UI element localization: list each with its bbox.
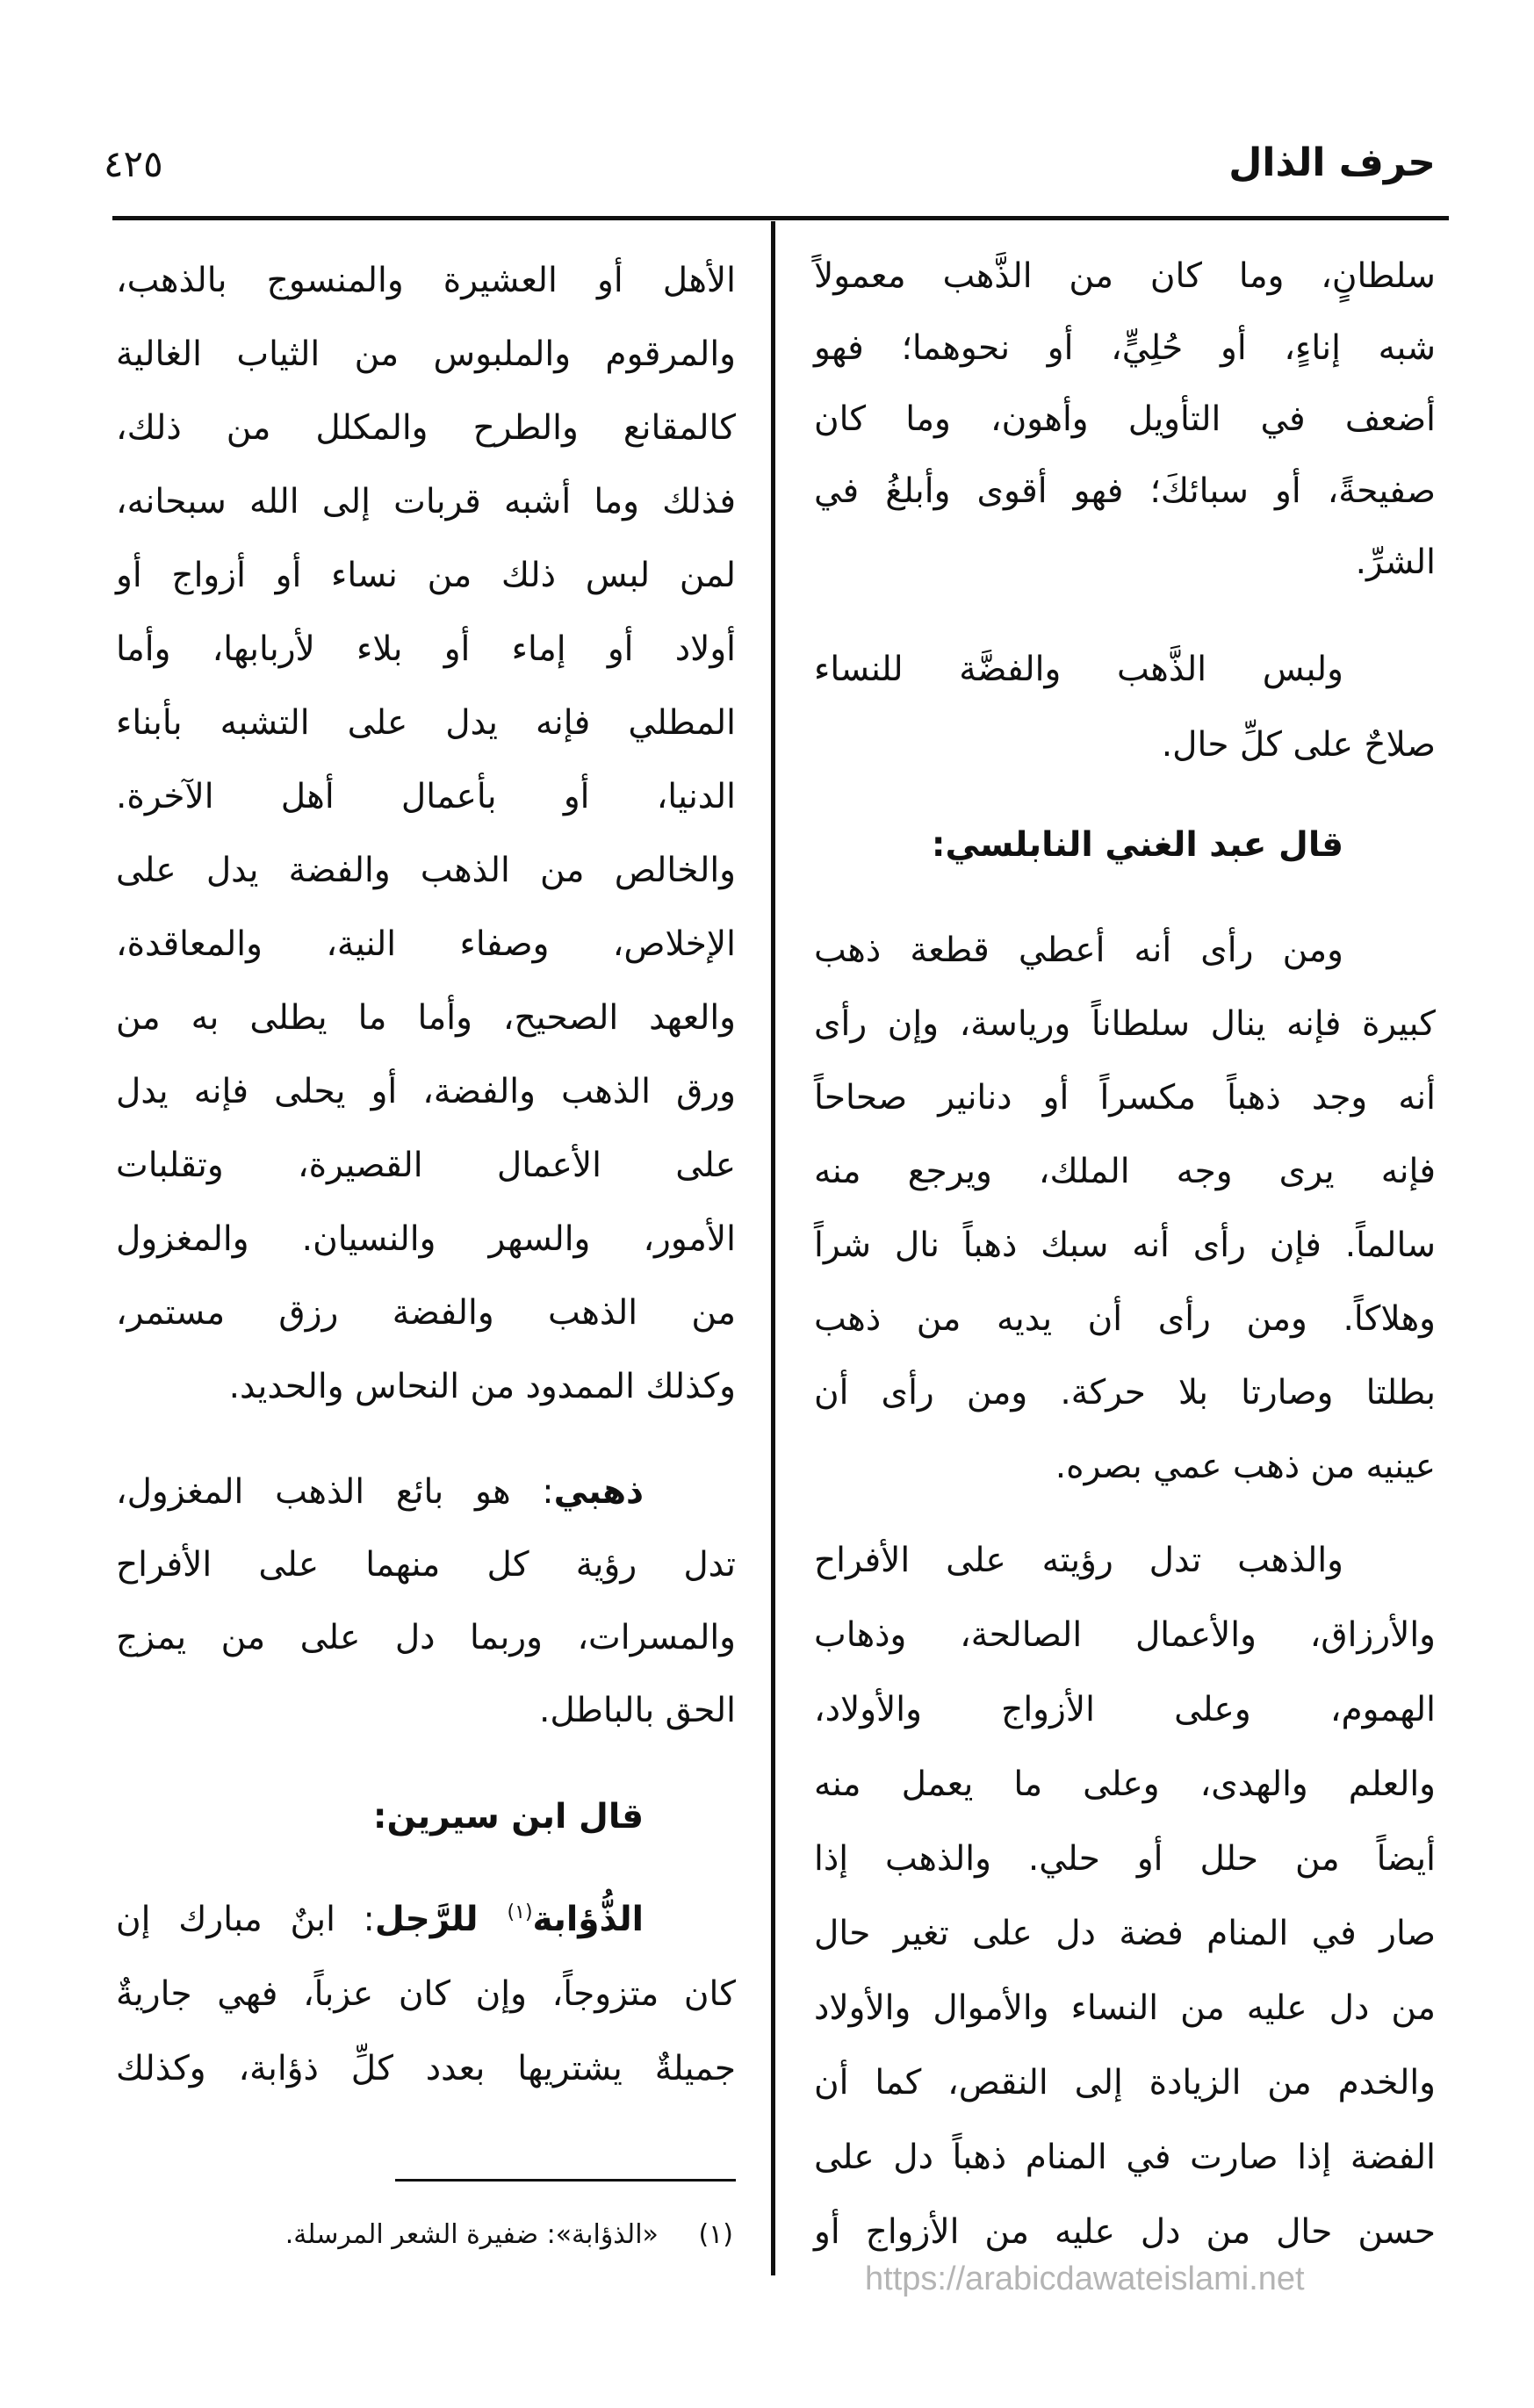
footnote-number: (١)	[698, 2219, 733, 2250]
text-line: أولاد أو إماء أو بلاء لأربابها، وأما	[116, 629, 736, 669]
text-line: صلاحٌ على كلِّ حال.	[1161, 725, 1436, 765]
text-line: صار في المنام فضة دل على تغير حال	[814, 1914, 1436, 1953]
text-line: من الذهب والفضة رزق مستمر،	[116, 1293, 736, 1333]
text-line: الأمور، والسهر والنسيان. والمغزول	[116, 1219, 736, 1259]
text-line: وهلاكاً. ومن رأى أن يديه من ذهب	[814, 1299, 1436, 1339]
text-line: كبيرة فإنه ينال سلطاناً ورياسة، وإن رأى	[814, 1004, 1436, 1044]
text-line: الفضة إذا صارت في المنام ذهباً دل على	[814, 2138, 1436, 2177]
text-line: أنه وجد ذهباً مكسراً أو دنانير صحاحاً	[814, 1078, 1436, 1118]
text-line: سلطانٍ، وما كان من الذَّهب معمولاً	[814, 256, 1436, 296]
text-line: ومن رأى أنه أعطي قطعة ذهب	[814, 931, 1343, 970]
text-line: والعلم والهدى، وعلى ما يعمل منه	[814, 1765, 1436, 1804]
entry-text: : ابنٌ مبارك إن	[116, 1900, 375, 1939]
text-line: الهموم، وعلى الأزواج والأولاد،	[814, 1690, 1436, 1729]
text-line: والخدم من الزيادة إلى النقص، كما أن	[814, 2063, 1436, 2103]
text-line: المطلي فإنه يدل على التشبه بأبناء	[116, 703, 736, 743]
footnote-rule	[395, 2179, 736, 2182]
text-line: الأهل أو العشيرة والمنسوج بالذهب،	[116, 261, 736, 300]
text-line: أيضاً من حلل أو حلي. والذهب إذا	[814, 1839, 1436, 1879]
text-line: والخالص من الذهب والفضة يدل على	[116, 851, 736, 890]
text-line: كالمقانع والطرح والمكلل من ذلك،	[116, 408, 736, 448]
text-line: عينيه من ذهب عمي بصره.	[1055, 1447, 1436, 1486]
text-line: بطلتا وصارتا بلا حركة. ومن رأى أن	[814, 1373, 1436, 1412]
text-line: جميلةٌ يشتريها بعدد كلِّ ذؤابة، وكذلك	[116, 2049, 736, 2088]
text-line: والمرقوم والملبوس من الثياب الغالية	[116, 334, 736, 374]
entry-term: الذُّؤابة	[532, 1900, 644, 1939]
text-line: الإخلاص، وصفاء النية، والمعاقدة،	[116, 924, 736, 964]
page-number: ٤٢٥	[104, 142, 163, 185]
text-line: ورق الذهب والفضة، أو يحلى فإنه يدل	[116, 1072, 736, 1111]
footnote-reference[interactable]: (١)	[507, 1901, 533, 1923]
entry-text: : هو بائع الذهب المغزول،	[116, 1472, 554, 1512]
text-line: حسن حال من دل عليه من الأزواج أو	[814, 2212, 1436, 2252]
text-line: كان متزوجاً، وإن كان عزباً، فهي جاريةٌ	[116, 1974, 736, 2014]
text-line	[116, 1456, 644, 1529]
text-line: سالماً. فإن رأى أنه سبك ذهباً نال شراً	[814, 1226, 1436, 1265]
section-heading: قال ابن سيرين:	[372, 1797, 644, 1837]
entry-term: ذهبي	[553, 1472, 644, 1512]
text-line: فإنه يرى وجه الملك، ويرجع منه	[814, 1152, 1436, 1191]
text-line: ولبس الذَّهب والفضَّة للنساء	[814, 650, 1343, 689]
text-line: والأرزاق، والأعمال الصالحة، وذهاب	[814, 1615, 1436, 1655]
text-line: على الأعمال القصيرة، وتقلبات	[116, 1146, 736, 1185]
text-line: فذلك وما أشبه قربات إلى الله سبحانه،	[116, 482, 736, 521]
text-line: الحق بالباطل.	[538, 1691, 736, 1730]
text-line: والمسرات، وربما دل على من يمزج	[116, 1618, 736, 1657]
text-line: صفيحةً، أو سبائكَ؛ فهو أقوى وأبلغُ في	[814, 471, 1436, 511]
text-line: تدل رؤية كل منهما على الأفراح	[116, 1545, 736, 1585]
section-heading: قال عبد الغني النابلسي:	[931, 825, 1343, 865]
entry-subject: للرَّجل	[374, 1900, 508, 1939]
header-rule	[112, 216, 1449, 220]
text-line: الدنيا، أو بأعمال أهل الآخرة.	[116, 777, 736, 816]
text-line: والذهب تدل رؤيته على الأفراح	[814, 1541, 1343, 1580]
text-line: أضعف في التأويل وأهون، وما كان	[814, 399, 1436, 439]
text-line: وكذلك الممدود من النحاس والحديد.	[228, 1367, 736, 1406]
running-title: حرف الذال	[1228, 140, 1436, 185]
text-line: الشرِّ.	[1355, 543, 1436, 582]
footnote-text: «الذؤابة»: ضفيرة الشعر المرسلة.	[284, 2219, 659, 2250]
column-divider	[771, 221, 775, 2275]
text-line: والعهد الصحيح، وأما ما يطلى به من	[116, 998, 736, 1038]
text-line: لمن لبس ذلك من نساء أو أزواج أو	[116, 556, 736, 595]
footnote	[285, 2219, 733, 2250]
watermark: https://arabicdawateislami.net	[865, 2261, 1305, 2297]
text-line: شبه إناءٍ، أو حُلِيٍّ، أو نحوهما؛ فهو	[814, 327, 1436, 368]
text-line	[116, 1883, 644, 1957]
text-line: من دل عليه من النساء والأموال والأولاد	[814, 1988, 1436, 2028]
